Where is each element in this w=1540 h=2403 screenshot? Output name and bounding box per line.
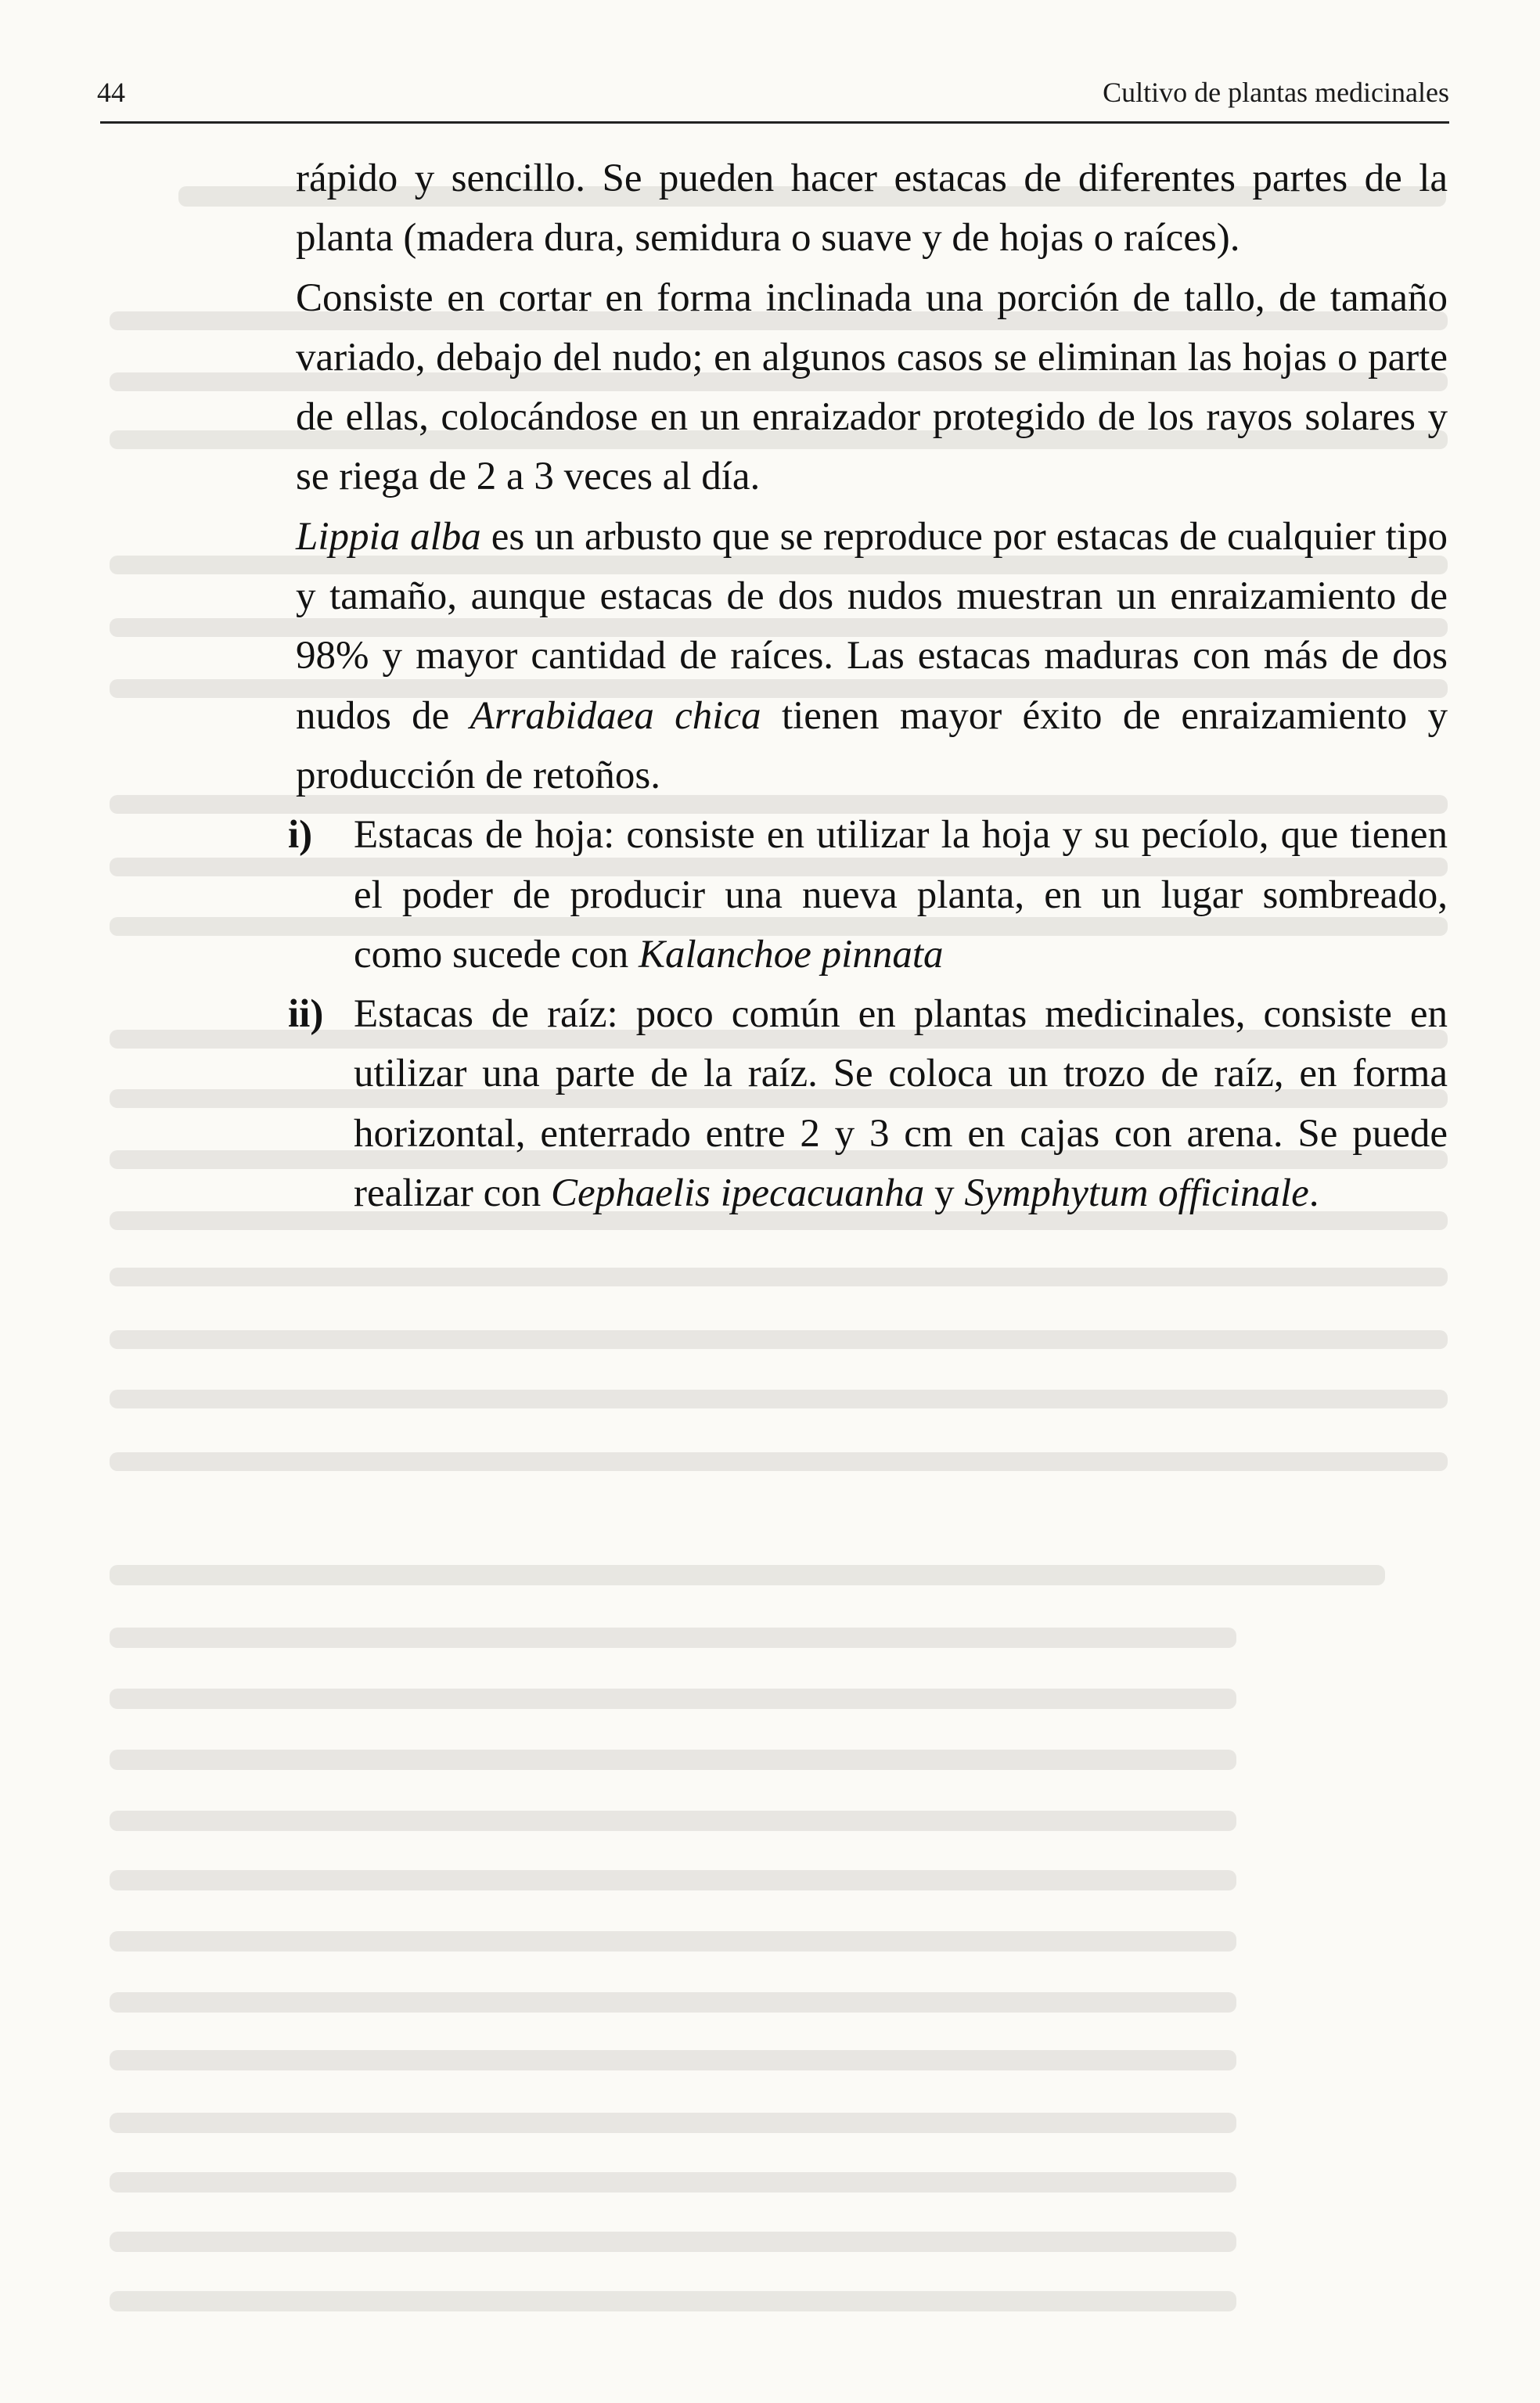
list-item-leaf-cuttings <box>288 805 1448 984</box>
species-name: Arrabidaea chica <box>470 693 761 738</box>
list-marker: ii) <box>288 992 324 1037</box>
paragraph-method: Consiste en cortar en forma inclinada una porción de tallo, de tamaño variado, debajo del nudo; en algunos casos se eliminan las hojas o parte de ellas, colocándose en un enraizador protegido de los rayos solares y se riega de 2 a 3 veces al día. <box>296 275 1448 499</box>
list-item-end: . <box>1308 1171 1319 1216</box>
paragraph-text: es un arbusto que se reproduce por estacas de cualquier tipo y tamaño, aunque estacas de dos nudos muestran un enraizamiento de 98% y mayor cantidad de raíces. Las estacas maduras con más de dos nudos de <box>296 514 1448 738</box>
species-name: Cephaelis ipecacuanha <box>551 1171 925 1216</box>
species-name: Symphytum officinale <box>964 1171 1309 1216</box>
list-item-connector: y <box>924 1171 965 1216</box>
list-item-text <box>354 984 1448 1223</box>
paragraph-examples <box>296 507 1448 805</box>
species-name: Lippia alba <box>296 514 481 559</box>
body-text <box>288 149 1448 1223</box>
header-rule <box>100 121 1449 124</box>
page-header <box>97 75 1449 122</box>
list-item-body: Estacas de raíz: poco común en plantas medicinales, consiste en utilizar una parte de la raíz. Se coloca un trozo de raíz, en forma horizontal, enterrado entre 2 y 3 cm en cajas con arena. Se puede realizar con <box>354 992 1448 1216</box>
list-marker: i) <box>288 813 313 858</box>
paragraph-text: tienen mayor éxito de enraizamiento y producción de retoños. <box>296 693 1448 797</box>
list-item-text <box>354 805 1448 984</box>
list-item-body: Estacas de hoja: consiste en utilizar la hoja y su pecíolo, que tienen el poder de producir una nueva planta, en un lugar sombreado, como sucede con <box>354 813 1448 977</box>
species-name: Kalanchoe pinnata <box>638 932 944 977</box>
running-title: Cultivo de plantas medicinales <box>1103 77 1449 108</box>
list-item-root-cuttings <box>288 984 1448 1223</box>
page-number: 44 <box>97 77 125 108</box>
paragraph-intro: rápido y sencillo. Se pueden hacer estacas de diferentes partes de la planta (madera dura, semidura o suave y de hojas o raíces). <box>296 156 1448 261</box>
